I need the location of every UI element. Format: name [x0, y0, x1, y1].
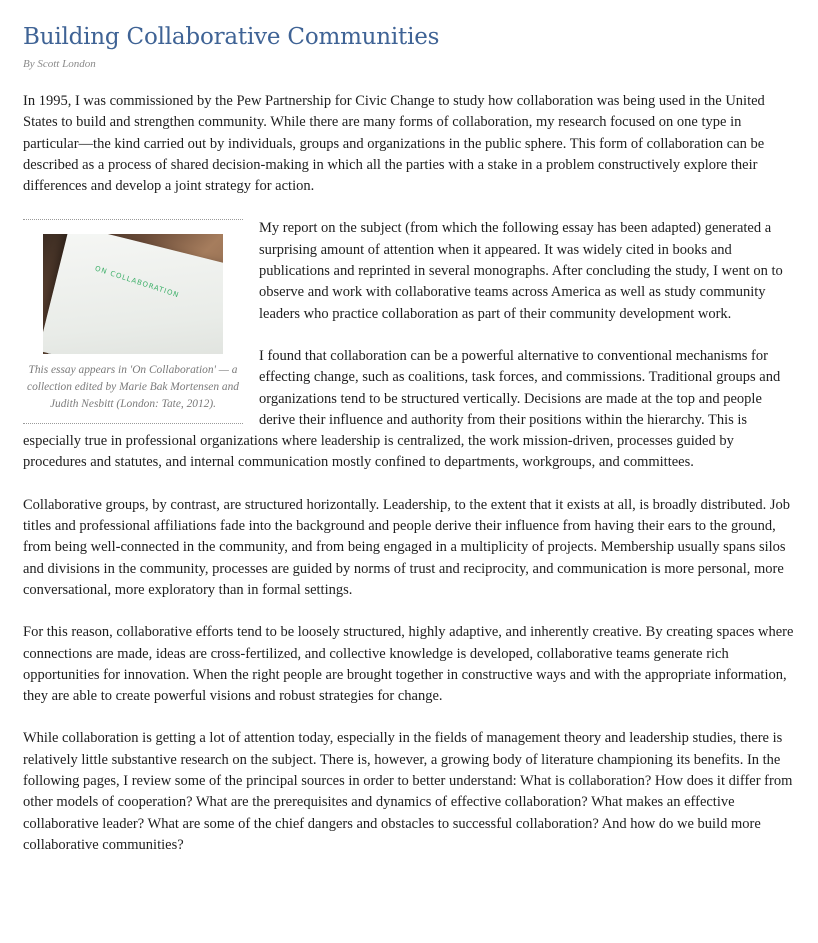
paragraph-adaptive: For this reason, collaborative efforts tend to be loosely structured, highly adaptive, and inherently creative. By creating spaces where connections are made, ideas are cross-fertilized, and collective knowledge is developed, collaborative teams generate rich opportunities for innovation. When the right people are brought together in constructive ways and with the appropriate information, they are able to create powerful visions and robust strategies for change.	[23, 624, 794, 705]
paragraph-report: My report on the subject (from which the following essay has been adapted) generated a surprising amount of attention when it appeared. It was widely cited in books and publications and reprinted in several monographs. After concluding the study, I went on to observe and work with collaborative teams across America as well as study community leaders who practice collaboration as part of their community development work.	[259, 220, 783, 322]
article-title: Building Collaborative Communities	[23, 24, 440, 50]
paragraph-research: While collaboration is getting a lot of attention today, especially in the fields of management theory and leadership studies, there is relatively little substantive research on the subject. There is, however, a growing body of literature championing its benefits. In the following pages, I review some of the principal sources in order to better understand: What is collaboration? How does it differ from other models of cooperation? What are the prerequisites and dynamics of effective collaboration? What makes an effective collaborative leader? What are some of the chief dangers and obstacles to successful collaboration? And how do we build more collaborative communities?	[23, 730, 793, 853]
paragraph-horizontal: Collaborative groups, by contrast, are structured horizontally. Leadership, to the extent that it exists at all, is broadly distributed. Job titles and professional affiliations fade into the background and people derive their influence from having their ears to the ground, from being well-connected in the community, and from being engaged in a multiplicity of projects. Membership usually spans silos and divisions in the community, processes are guided by norms of trust and reciprocity, and communication is more personal, more conversational, more exploratory than in formal settings.	[23, 496, 790, 598]
article-byline: By Scott London	[23, 58, 96, 70]
paragraph-vertical: I found that collaboration can be a powerful alternative to conventional mechanisms for effecting change, such as coalitions, task forces, and commissions. Traditional groups and organizations tend to be structured vertically. Decisions are made at the top and people derive their influence and authority from their positions within the hierarchy. This is especially true in professional organizations where leadership is centralized, the work mission-driven, processes guided by procedures and statutes, and internal communication mostly confined to departments, workgroups, and committees.	[23, 347, 781, 471]
figure-caption: This essay appears in 'On Collaboration' — a collection edited by Marie Bak Mortensen and Judith Nesbitt (London: Tate, 2012).	[27, 364, 239, 411]
book-title-text: ON COLLABORATION	[93, 265, 181, 300]
figure	[23, 219, 243, 424]
paragraph-intro: In 1995, I was commissioned by the Pew Partnership for Civic Change to study how collaboration was being used in the United States to build and strengthen community. While there are many forms of collaboration, my research focused on one type in particular—the kind carried out by individuals, groups and organizations in the public sphere. This form of collaboration can be described as a process of shared decision-making in which all the parties with a stake in a problem constructively explore their differences and develop a joint strategy for action.	[23, 93, 765, 195]
book-page-front	[43, 234, 223, 354]
book-photo	[43, 234, 223, 354]
